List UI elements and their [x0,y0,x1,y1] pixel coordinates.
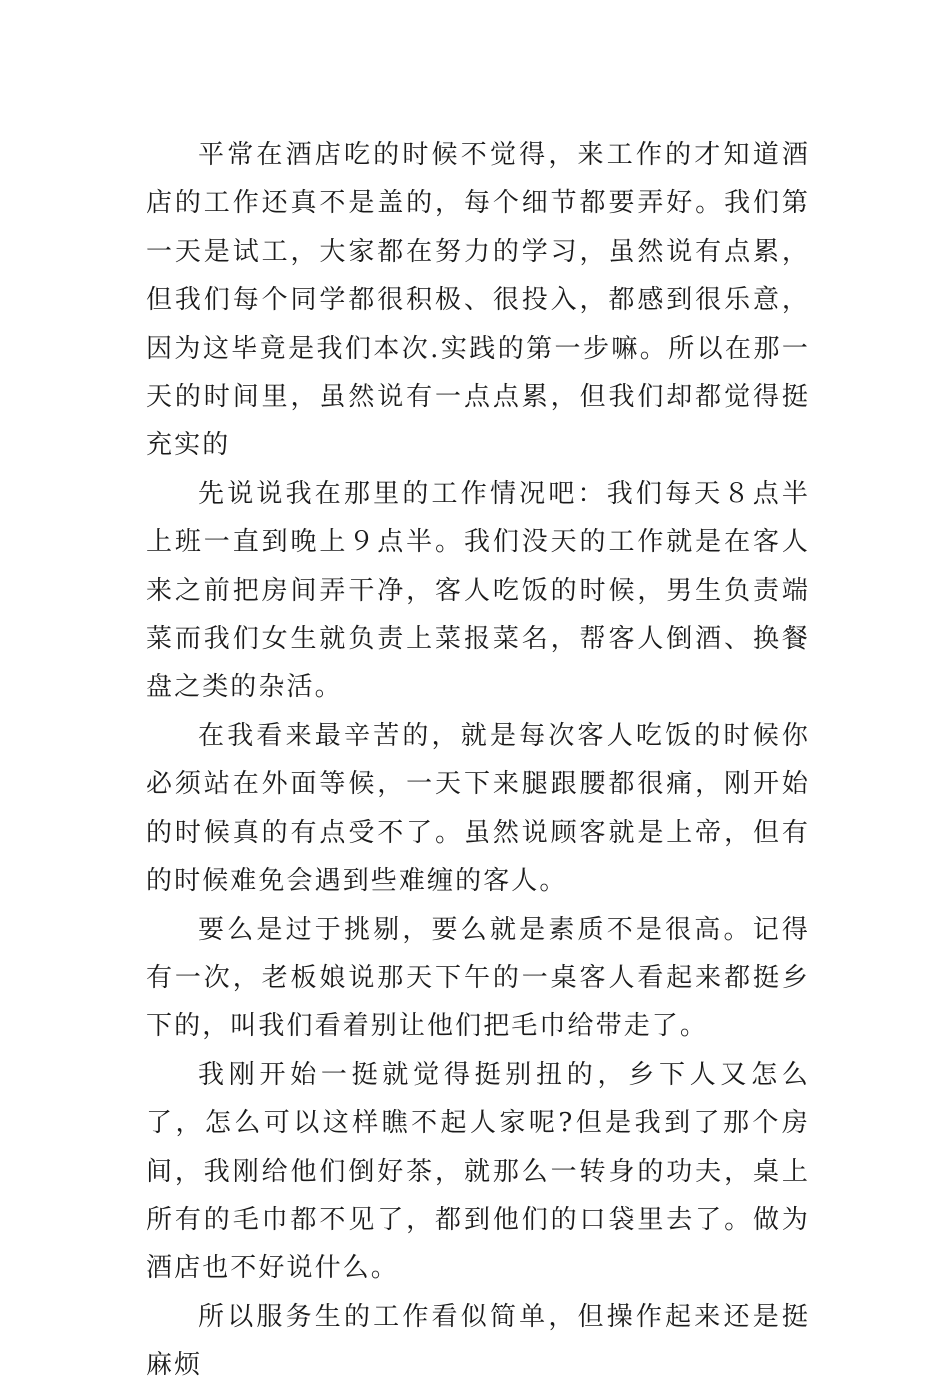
paragraph-2: 先说说我在那里的工作情况吧：我们每天８点半上班一直到晚上９点半。我们没天的工作就是在客人来之前把房间弄干净，客人吃饭的时候，男生负责端菜而我们女生就负责上菜报菜名，帮客人倒酒、换餐盘之类的杂活。 [146,478,810,703]
paragraph-5: 我刚开始一挺就觉得挺别扭的，乡下人又怎么了，怎么可以这样瞧不起人家呢?但是我到了那个房间，我刚给他们倒好茶，就那么一转身的功夫，桌上所有的毛巾都不见了，都到他们的口袋里去了。做为酒店也不好说什么。 [146,1059,810,1284]
paragraph-6: 所以服务生的工作看似简单，但操作起来还是挺麻烦 [146,1301,810,1381]
paragraph-3: 在我看来最辛苦的，就是每次客人吃饭的时候你必须站在外面等候，一天下来腿跟腰都很痛，刚开始的时候真的有点受不了。虽然说顾客就是上帝，但有的时候难免会遇到些难缠的客人。 [146,720,810,897]
document-body [146,131,810,1390]
paragraph-4: 要么是过于挑剔，要么就是素质不是很高。记得有一次，老板娘说那天下午的一桌客人看起来都挺乡下的，叫我们看着别让他们把毛巾给带走了。 [146,914,810,1042]
paragraph-1: 平常在酒店吃的时候不觉得，来工作的才知道酒店的工作还真不是盖的，每个细节都要弄好。我们第一天是试工，大家都在努力的学习，虽然说有点累，但我们每个同学都很积极、很投入，都感到很乐意，因为这毕竟是我们本次.实践的第一步嘛。所以在那一天的时间里，虽然说有一点点累，但我们却都觉得挺充实的 [146,140,810,461]
